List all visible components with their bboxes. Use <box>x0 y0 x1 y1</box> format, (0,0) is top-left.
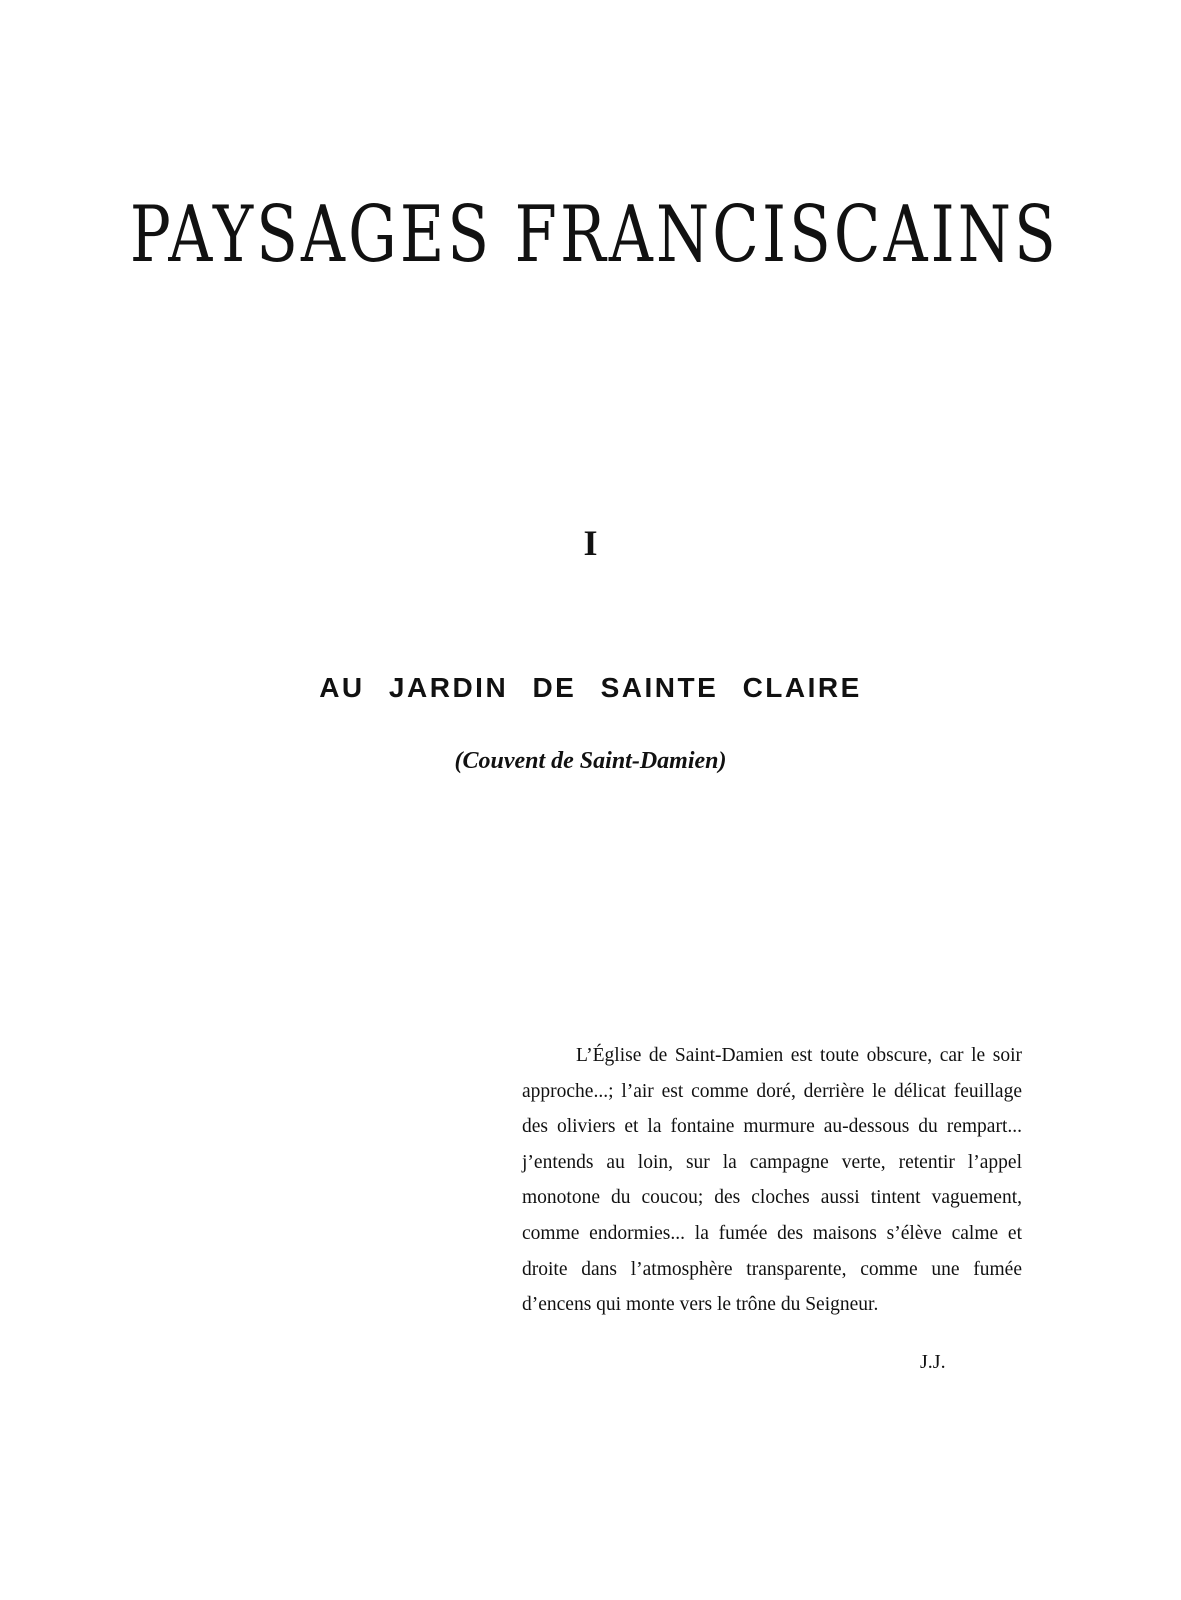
page-title: PAYSAGES FRANCISCAINS <box>129 190 1059 280</box>
author-signature: J.J. <box>920 1351 946 1373</box>
section-heading: AU JARDIN DE SAINTE CLAIRE <box>319 672 862 703</box>
section-subheading: (Couvent de Saint-Damien) <box>454 748 727 774</box>
body-paragraph: L’Église de Saint-Damien est toute obscure, car le soir approche...; l’air est comme doré, derrière le délicat feuillage des oliviers et la fontaine murmure au-dessous du rempart... j’entends au loin, sur la campagne verte, retentir l’appel monotone du coucou; des cloches aussi tintent vaguement, comme endormies... la fumée des maisons s’élève calme et droite dans l’atmosphère transparente, comme une fumée d’encens qui monte vers le trône du Seigneur. <box>522 1045 1022 1316</box>
section-numeral: I <box>583 523 598 563</box>
